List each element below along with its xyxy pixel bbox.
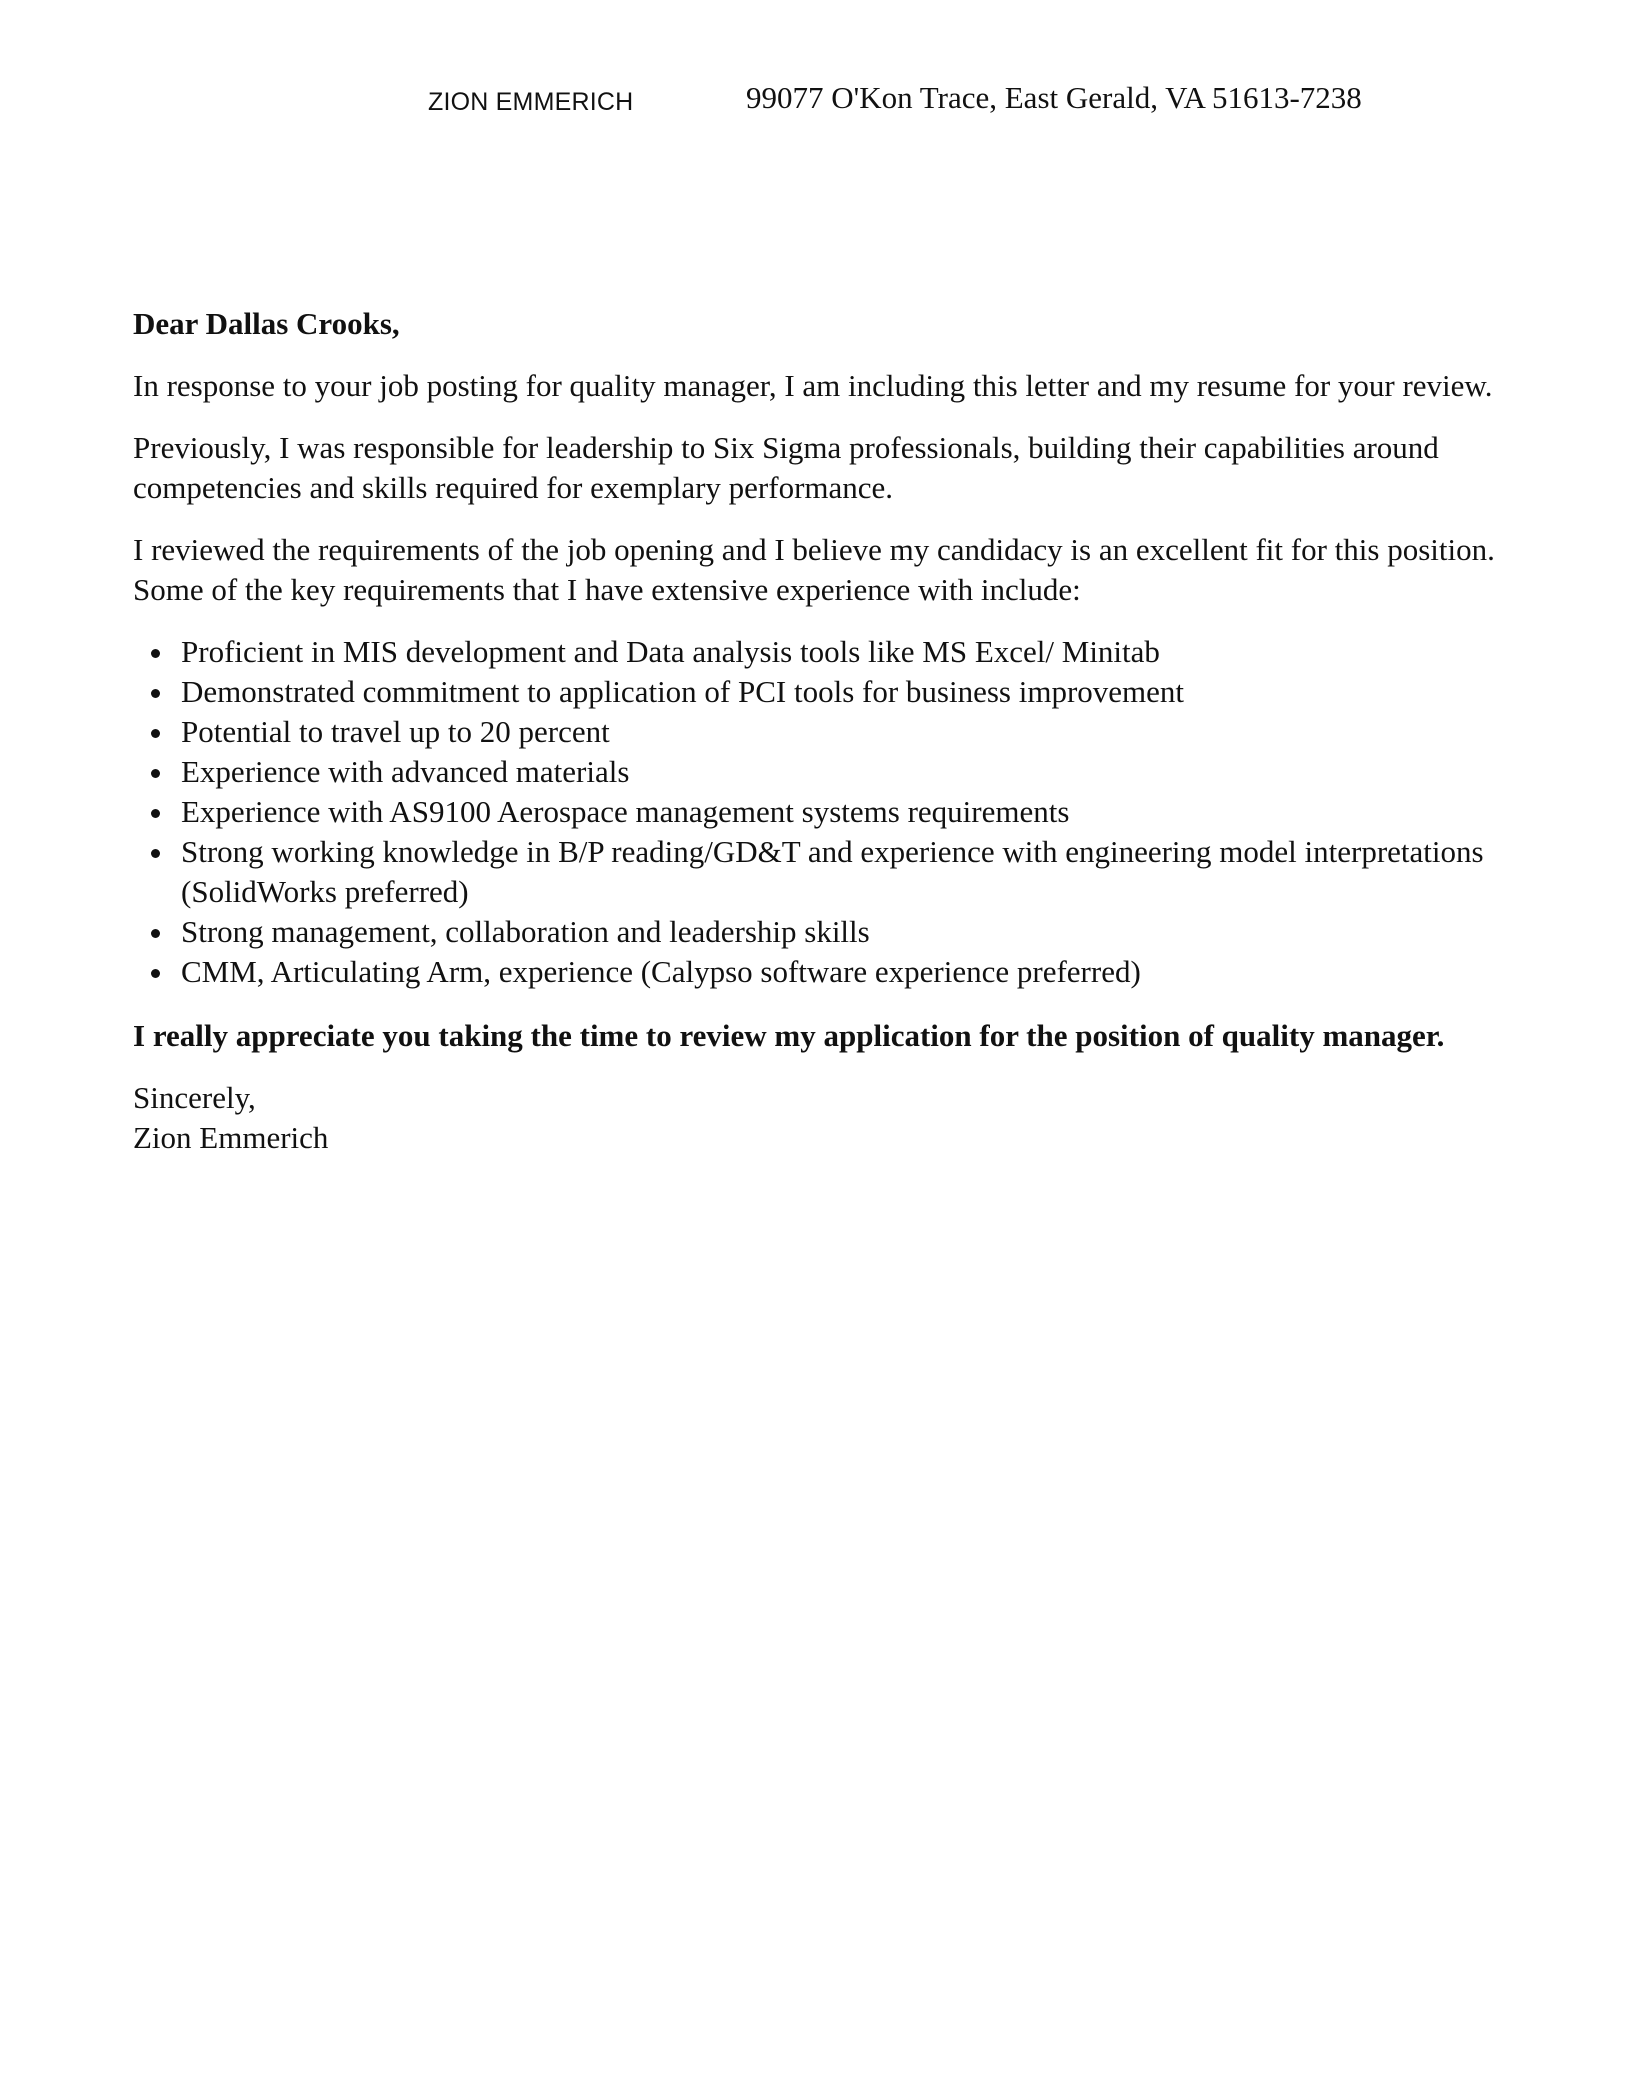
list-item-text: Experience with advanced materials xyxy=(181,754,630,789)
list-item xyxy=(133,832,1503,912)
paragraph-experience: Previously, I was responsible for leadership to Six Sigma professionals, building their capabilities around competencies and skills required for exemplary performance. xyxy=(133,430,1439,505)
list-item xyxy=(133,792,1503,832)
letter-body xyxy=(133,304,1503,1158)
bullet-icon xyxy=(151,649,160,658)
bullet-icon xyxy=(151,689,160,698)
list-item-text: Potential to travel up to 20 percent xyxy=(181,714,610,749)
bullet-icon xyxy=(151,809,160,818)
bullet-icon xyxy=(151,849,160,858)
bullet-icon xyxy=(151,929,160,938)
paragraph-requirements: I reviewed the requirements of the job opening and I believe my candidacy is an excellent fit for this position. Some of the key requirements that I have extensive experience with include: xyxy=(133,532,1495,607)
list-item xyxy=(133,952,1503,992)
signoff: Sincerely, xyxy=(133,1080,256,1115)
sender-name: ZION EMMERICH xyxy=(428,88,634,116)
signature-block xyxy=(133,1078,1503,1158)
list-item-text: CMM, Articulating Arm, experience (Calypso software experience preferred) xyxy=(181,954,1141,989)
list-item-text: Strong working knowledge in B/P reading/GD&T and experience with engineering model interpretations (SolidWorks preferred) xyxy=(181,834,1484,909)
list-item-text: Demonstrated commitment to application of PCI tools for business improvement xyxy=(181,674,1185,709)
list-item-text: Strong management, collaboration and leadership skills xyxy=(181,914,870,949)
closing-statement: I really appreciate you taking the time to review my application for the position of quality manager. xyxy=(133,1018,1445,1053)
letter-header xyxy=(0,78,1632,122)
salutation: Dear Dallas Crooks, xyxy=(133,306,400,341)
list-item-text: Proficient in MIS development and Data analysis tools like MS Excel/ Minitab xyxy=(181,634,1160,669)
requirements-list xyxy=(133,632,1503,992)
list-item-text: Experience with AS9100 Aerospace management systems requirements xyxy=(181,794,1070,829)
sender-address: 99077 O'Kon Trace, East Gerald, VA 51613-7238 xyxy=(746,80,1362,115)
paragraph-intro: In response to your job posting for quality manager, I am including this letter and my resume for your review. xyxy=(133,368,1493,403)
list-item xyxy=(133,632,1503,672)
bullet-icon xyxy=(151,729,160,738)
list-item xyxy=(133,672,1503,712)
list-item xyxy=(133,752,1503,792)
signature-name: Zion Emmerich xyxy=(133,1120,329,1155)
list-item xyxy=(133,712,1503,752)
bullet-icon xyxy=(151,969,160,978)
list-item xyxy=(133,912,1503,952)
bullet-icon xyxy=(151,769,160,778)
